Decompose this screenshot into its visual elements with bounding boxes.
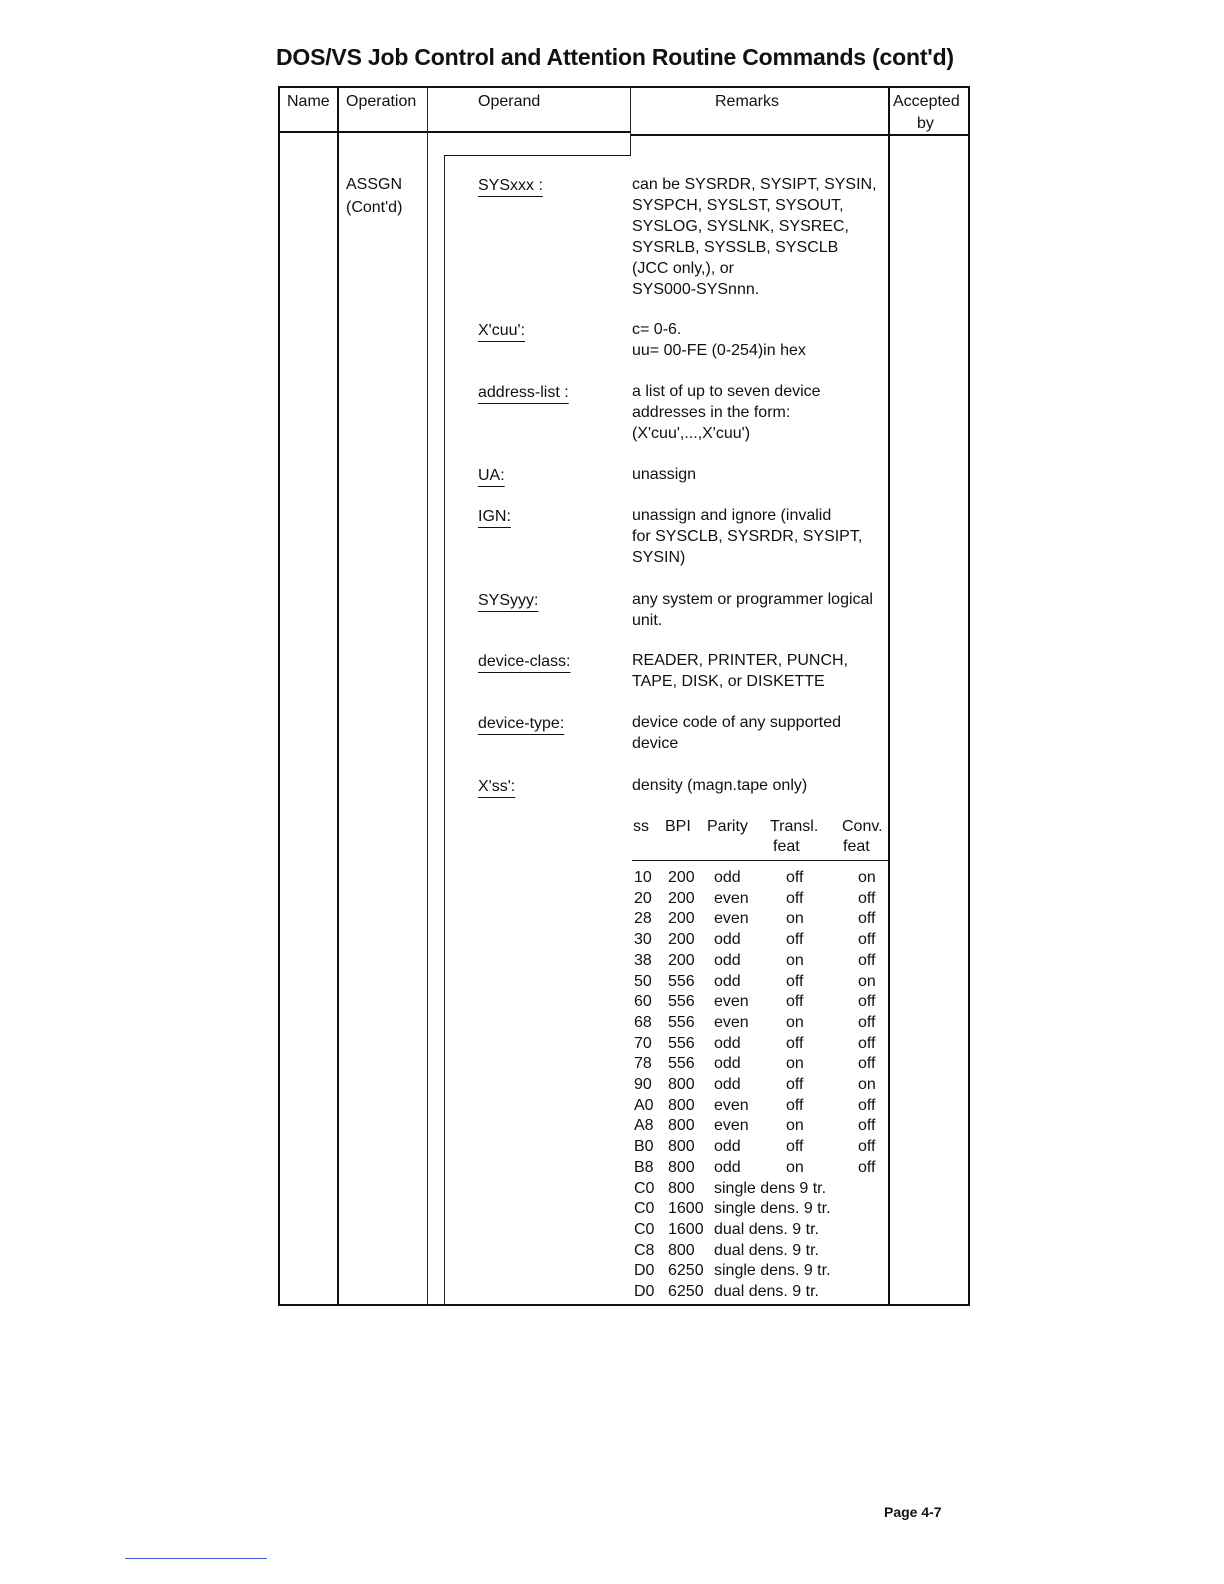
ss-cell: odd [714, 1138, 741, 1156]
ss-cell: on [786, 1158, 804, 1176]
divider-operation-b [444, 156, 445, 1306]
ss-cell: off [786, 993, 804, 1011]
ss-note-row [632, 1283, 888, 1304]
footer-rule [125, 1558, 267, 1559]
divider-name [337, 86, 339, 1306]
ss-note-cell: 6250 [668, 1262, 704, 1280]
ss-row [632, 869, 888, 890]
remark-line: any system or programmer logical [632, 591, 873, 608]
ss-cell: odd [714, 972, 741, 990]
ss-subheader-conv: feat [843, 838, 870, 855]
divider-operation-a [427, 86, 428, 1306]
operand-sysxxx: SYSxxx : [478, 177, 543, 194]
ss-cell: off [786, 889, 804, 907]
remark-line: unit. [632, 612, 663, 629]
header-remarks: Remarks [715, 93, 780, 110]
ss-cell: off [858, 951, 876, 969]
operation-name: ASSGN [346, 176, 403, 193]
ss-cell: 800 [668, 1096, 695, 1114]
ss-cell: A0 [634, 1096, 654, 1114]
ss-cell: off [786, 1076, 804, 1093]
ss-cell: on [786, 1013, 804, 1031]
remark-line: c= 0-6. [632, 321, 682, 338]
ss-row [632, 993, 888, 1014]
ss-note-cell: 1600 [668, 1200, 704, 1218]
remark-line: a list of up to seven device [632, 383, 821, 400]
ss-note-cell: single dens 9 tr. [714, 1179, 827, 1197]
operand-xss: X'ss': [478, 778, 516, 795]
ss-cell: odd [714, 869, 741, 886]
remark-line: READER, PRINTER, PUNCH, [632, 652, 849, 669]
ss-header-parity: Parity [707, 818, 748, 835]
ss-subheader-transl: feat [773, 838, 800, 855]
remark-line: SYS000-SYSnnn. [632, 281, 760, 298]
ss-row [632, 890, 888, 911]
ss-cell: 800 [668, 1076, 695, 1093]
remark-line: (JCC only,), or [632, 260, 734, 277]
ss-note-cell: 6250 [668, 1283, 704, 1300]
ss-cell: off [858, 1117, 876, 1135]
ss-note-cell: dual dens. 9 tr. [714, 1220, 819, 1238]
operand-device-class: device-class: [478, 653, 571, 670]
header-operand: Operand [478, 93, 541, 110]
ss-note-row [632, 1242, 888, 1263]
remark-line: SYSIN) [632, 549, 686, 566]
operand-device-type: device-type: [478, 715, 565, 732]
operand-xcuu: X'cuu': [478, 322, 526, 339]
remark-line: density (magn.tape only) [632, 777, 808, 794]
ss-cell: odd [714, 1076, 741, 1093]
ss-cell: off [858, 931, 876, 949]
ss-note-cell: 1600 [668, 1220, 704, 1238]
ss-cell: 200 [668, 931, 695, 949]
ss-cell: B8 [634, 1158, 654, 1176]
ss-cell: on [858, 1076, 876, 1093]
ss-cell: on [858, 869, 876, 886]
ss-cell: 200 [668, 869, 695, 886]
ss-cell: 28 [634, 910, 652, 928]
ss-cell: on [786, 1055, 804, 1073]
remark-sysyyy [632, 589, 888, 631]
ss-cell: odd [714, 1158, 741, 1176]
ss-cell: 60 [634, 993, 652, 1011]
ss-cell: off [858, 1055, 876, 1073]
ss-cell: 556 [668, 993, 695, 1011]
header-rule-left [278, 131, 631, 133]
remark-line: SYSLOG, SYSLNK, SYSREC, [632, 218, 849, 235]
remark-line: addresses in the form: [632, 404, 791, 421]
ss-cell: 68 [634, 1013, 652, 1031]
divider-remarks [888, 86, 890, 1306]
ss-cell: off [858, 910, 876, 928]
ss-row [632, 1138, 888, 1159]
ss-table-subheader [632, 838, 888, 859]
remark-line: (X'cuu',...,X'cuu') [632, 425, 751, 442]
ss-cell: even [714, 993, 749, 1011]
ss-cell: 10 [634, 869, 652, 886]
ss-cell: B0 [634, 1138, 654, 1156]
ss-cell: 30 [634, 931, 652, 949]
ss-cell: 800 [668, 1158, 695, 1176]
ss-cell: off [786, 1034, 804, 1052]
ss-cell: on [786, 951, 804, 969]
header-accepted: Accepted [893, 93, 960, 110]
operand-ua: UA: [478, 467, 505, 484]
ss-cell: 556 [668, 1055, 695, 1073]
ss-cell: on [786, 1117, 804, 1135]
ss-table-rule [632, 860, 888, 861]
ss-note-cell: dual dens. 9 tr. [714, 1241, 819, 1259]
ss-note-cell: D0 [634, 1283, 655, 1300]
ss-cell: 50 [634, 972, 652, 990]
remark-line: unassign [632, 466, 697, 483]
ss-cell: off [786, 1138, 804, 1156]
ss-cell: off [858, 889, 876, 907]
ss-row [632, 1159, 888, 1180]
ss-cell: 800 [668, 1138, 695, 1156]
ss-note-row [632, 1262, 888, 1283]
ss-note-row [632, 1180, 888, 1201]
ss-cell: off [786, 1096, 804, 1114]
ss-cell: off [858, 1096, 876, 1114]
operation-cont: (Cont'd) [346, 199, 403, 216]
remark-address-list [632, 381, 888, 444]
ss-cell: 200 [668, 951, 695, 969]
ss-cell: off [858, 1138, 876, 1156]
ss-cell: 200 [668, 889, 695, 907]
ss-row [632, 1014, 888, 1035]
ss-header-ss: ss [633, 818, 649, 835]
remark-line: unassign and ignore (invalid [632, 507, 832, 524]
remark-line: TAPE, DISK, or DISKETTE [632, 673, 825, 690]
ss-cell: off [858, 1013, 876, 1031]
ss-cell: even [714, 889, 749, 907]
ss-row [632, 931, 888, 952]
ss-note-cell: 800 [668, 1179, 695, 1197]
remark-line: SYSPCH, SYSLST, SYSOUT, [632, 197, 844, 214]
ss-row [632, 1035, 888, 1056]
ss-cell: 800 [668, 1117, 695, 1135]
ss-cell: odd [714, 931, 741, 949]
operand-box-rule [444, 155, 631, 156]
header-operation: Operation [346, 93, 417, 110]
ss-note-cell: 800 [668, 1241, 695, 1259]
page-number: Page 4-7 [884, 1504, 942, 1520]
remark-line: can be SYSRDR, SYSIPT, SYSIN, [632, 176, 877, 193]
ss-cell: odd [714, 1055, 741, 1073]
ss-row [632, 973, 888, 994]
page-title: DOS/VS Job Control and Attention Routine Commands (cont'd) [276, 44, 954, 70]
ss-cell: 556 [668, 1034, 695, 1052]
remark-line: for SYSCLB, SYSRDR, SYSIPT, [632, 528, 863, 545]
ss-cell: 70 [634, 1034, 652, 1052]
remark-ign [632, 505, 888, 568]
ss-cell: off [858, 1158, 876, 1176]
ss-header-bpi: BPI [665, 818, 691, 835]
remark-line: device code of any supported [632, 714, 842, 731]
ss-note-cell: D0 [634, 1262, 655, 1280]
ss-row [632, 952, 888, 973]
ss-row [632, 1117, 888, 1138]
ss-note-cell: single dens. 9 tr. [714, 1262, 831, 1280]
ss-note-cell: C0 [634, 1200, 655, 1218]
ss-row [632, 1055, 888, 1076]
ss-cell: 38 [634, 951, 652, 969]
remark-xcuu [632, 319, 888, 361]
ss-cell: odd [714, 951, 741, 969]
operand-address-list: address-list : [478, 384, 569, 401]
ss-row [632, 1076, 888, 1097]
ss-note-row [632, 1200, 888, 1221]
header-accepted-by: by [917, 115, 934, 132]
ss-note-cell: C0 [634, 1220, 655, 1238]
ss-cell: even [714, 1096, 749, 1114]
remark-ua [632, 464, 888, 485]
ss-cell: 556 [668, 1013, 695, 1031]
ss-cell: A8 [634, 1117, 654, 1135]
ss-note-cell: C0 [634, 1179, 655, 1197]
ss-cell: 20 [634, 889, 652, 907]
ss-cell: off [858, 1034, 876, 1052]
ss-cell: 90 [634, 1076, 652, 1093]
header-name: Name [287, 93, 330, 110]
remark-line: device [632, 735, 679, 752]
ss-cell: odd [714, 1034, 741, 1052]
ss-cell: 78 [634, 1055, 652, 1073]
ss-cell: 556 [668, 972, 695, 990]
ss-table-header [632, 818, 888, 839]
ss-cell: off [786, 869, 804, 886]
ss-note-cell: dual dens. 9 tr. [714, 1283, 819, 1300]
remark-device-class [632, 650, 888, 692]
ss-cell: off [786, 931, 804, 949]
ss-note-cell: C8 [634, 1241, 655, 1259]
ss-cell: even [714, 1013, 749, 1031]
ss-header-conv: Conv. [842, 818, 883, 835]
ss-row [632, 910, 888, 931]
ss-cell: on [786, 910, 804, 928]
remark-line: uu= 00-FE (0-254)in hex [632, 342, 806, 359]
ss-row [632, 1097, 888, 1118]
divider-operand [630, 86, 631, 156]
remark-sysxxx [632, 174, 888, 300]
ss-cell: even [714, 910, 749, 928]
remark-device-type [632, 712, 888, 754]
ss-note-row [632, 1221, 888, 1242]
remark-line: SYSRLB, SYSSLB, SYSCLB [632, 239, 839, 256]
operand-sysyyy: SYSyyy: [478, 592, 539, 609]
ss-cell: on [858, 972, 876, 990]
ss-cell: 200 [668, 910, 695, 928]
operand-ign: IGN: [478, 508, 511, 525]
ss-header-transl: Transl. [770, 818, 819, 835]
remark-xss [632, 775, 888, 796]
ss-cell: off [786, 972, 804, 990]
ss-cell: off [858, 993, 876, 1011]
ss-note-cell: single dens. 9 tr. [714, 1200, 831, 1218]
ss-cell: even [714, 1117, 749, 1135]
